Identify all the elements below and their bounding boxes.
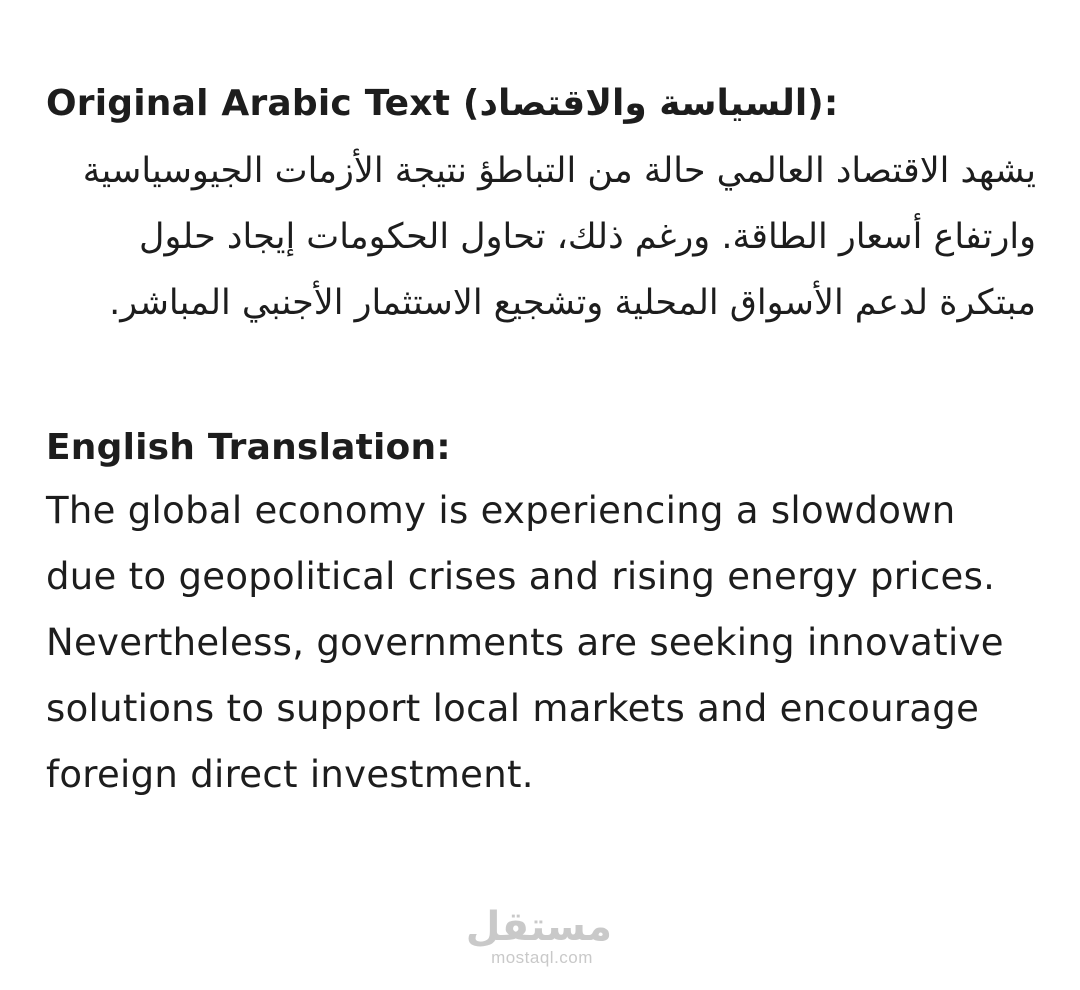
watermark-url: mostaql.com bbox=[491, 948, 593, 967]
arabic-section-heading bbox=[46, 78, 1036, 130]
heading-arabic-title: السياسة والاقتصاد bbox=[479, 83, 808, 124]
arabic-paragraph: يشهد الاقتصاد العالمي حالة من التباطؤ نتيجة الأزمات الجيوسياسية وارتفاع أسعار الطاقة. ورغم ذلك، تحاول الحكومات إيجاد حلول مبتكرة لدعم الأسواق المحلية وتشجيع الاستثمار الأجنبي المباشر. bbox=[82, 151, 1036, 323]
watermark-logo: مستقل bbox=[465, 904, 612, 950]
english-paragraph: The global economy is experiencing a slowdown due to geopolitical crises and rising energy prices. Nevertheless, governments are seeking innovative solutions to support local markets and encourage foreign direct investment. bbox=[46, 489, 1004, 796]
heading-prefix: Original Arabic Text ( bbox=[46, 83, 480, 124]
document bbox=[46, 78, 1036, 808]
english-section-heading: English Translation: bbox=[46, 427, 451, 468]
heading-suffix: ): bbox=[807, 83, 839, 124]
mostaql-watermark bbox=[465, 904, 612, 968]
